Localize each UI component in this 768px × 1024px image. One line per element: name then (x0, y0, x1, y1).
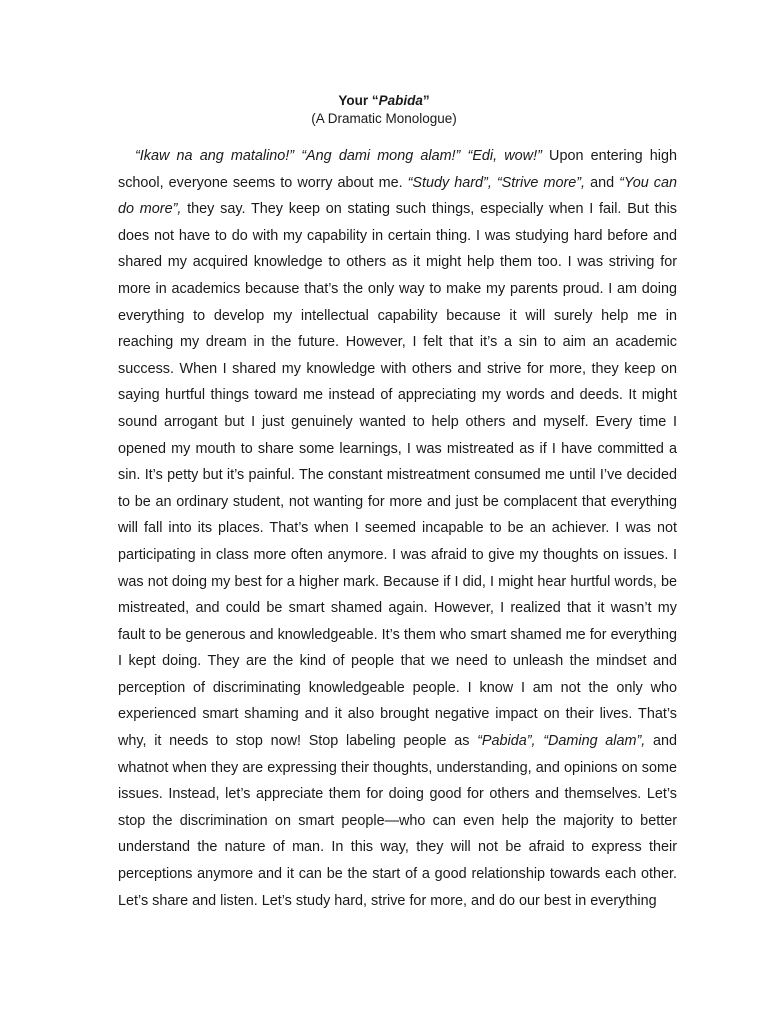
title-prefix: Your “ (338, 93, 379, 108)
title-suffix: ” (422, 93, 430, 108)
document-subtitle: (A Dramatic Monologue) (311, 111, 457, 126)
title-emphasis: Pabida (378, 93, 423, 108)
italic-text-run: “You can do more”, (118, 174, 677, 218)
text-run: and (585, 174, 620, 191)
italic-text-run: “Ikaw na ang matalino!” “Ang dami mong alam!” “Edi, wow!” (135, 148, 542, 164)
text-run: Upon entering high school, everyone seems to worry about me. (118, 148, 678, 191)
text-run: and whatnot when they are expressing their thoughts, understanding, and opinions on some issues. Instead, let’s appreciate them for doing good for others and themselves. Let’s stop the discrimination on smart people—who can even help the majority to better understand the nature of man. In this way, they will not be afraid to express their perceptions anymore and it can be the start of a good relationship towards each other. Let’s share and listen. Let’s study hard, strive for more, and do our best in everything (118, 733, 678, 909)
text-run: they say. They keep on stating such things, especially when I fail. But this does not have to do with my capability in certain thing. I was studying hard before and shared my acquired knowledge to others as it might help them too. I was striving for more in academics because that’s the only way to make my parents proud. I am doing everything to develop my intellectual capability because it will surely help me in reaching my dream in the future. However, I felt that it’s a sin to aim an academic success. When I shared my knowledge with others and strive for more, they keep on saying hurtful things toward me instead of appreciating my words and deeds. It might sound arrogant but I just genuinely wanted to help others and myself. Every time I opened my mouth to share some learnings, I was mistreated as if I have committed a sin. It’s petty but it’s painful. The constant mistreatment consumed me until I’ve decided to be an ordinary student, not wanting for more and just be complacent that everything will fall into its places. That’s when I seemed incapable to be an achiever. I was not participating in class more often anymore. I was afraid to give my thoughts on issues. I was not doing my best for a higher mark. Because if I did, I might hear hurtful words, be mistreated, and could be smart shamed again. However, I realized that it wasn’t my fault to be generous and knowledgeable. It’s them who smart shamed me for everything I kept doing. They are the kind of people that we need to unleash the mindset and perception of discriminating knowledgeable people. I know I am not the only who experienced smart shaming and it also brought negative impact on their lives. That’s why, it needs to stop now! Stop labeling people as (118, 201, 677, 750)
italic-text-run: “Study hard”, “Strive more”, (407, 174, 586, 191)
body-paragraph (118, 143, 677, 914)
document-title (0, 93, 768, 109)
italic-text-run: “Pabida”, “Daming alam”, (477, 733, 646, 750)
